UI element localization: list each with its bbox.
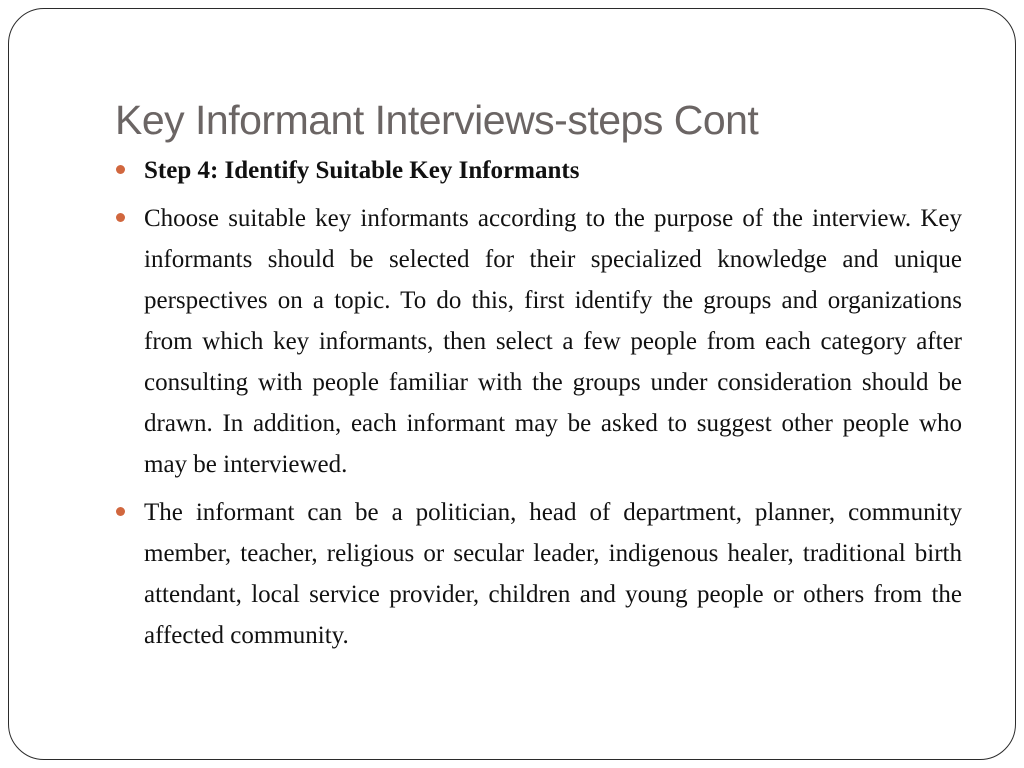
bullet-text: The informant can be a politician, head of department, planner, community member, teacher, religious or secular leader, indigenous healer, traditional birth attendant, local service provider, children and young people or others from the affected community. (144, 499, 962, 649)
slide-title: Key Informant Interviews-steps Cont (115, 97, 759, 143)
bullet-item-step-4 (144, 150, 962, 191)
bullet-dot-icon (116, 213, 125, 222)
bullet-dot-icon (116, 507, 125, 516)
bullet-list (144, 150, 962, 663)
bullet-text: Choose suitable key informants according to the purpose of the interview. Key informants should be selected for their specialized knowledge and unique perspectives on a topic. To do this, first identify the groups and organizations from which key informants, then select a few people from each category after consulting with people familiar with the groups under consideration should be drawn. In addition, each informant may be asked to suggest other people who may be interviewed. (144, 205, 962, 478)
bullet-dot-icon (116, 165, 125, 174)
bullet-item-informant-types (144, 492, 962, 656)
step-heading-text: Step 4: Identify Suitable Key Informants (144, 157, 580, 184)
bullet-item-choose-informants (144, 198, 962, 485)
